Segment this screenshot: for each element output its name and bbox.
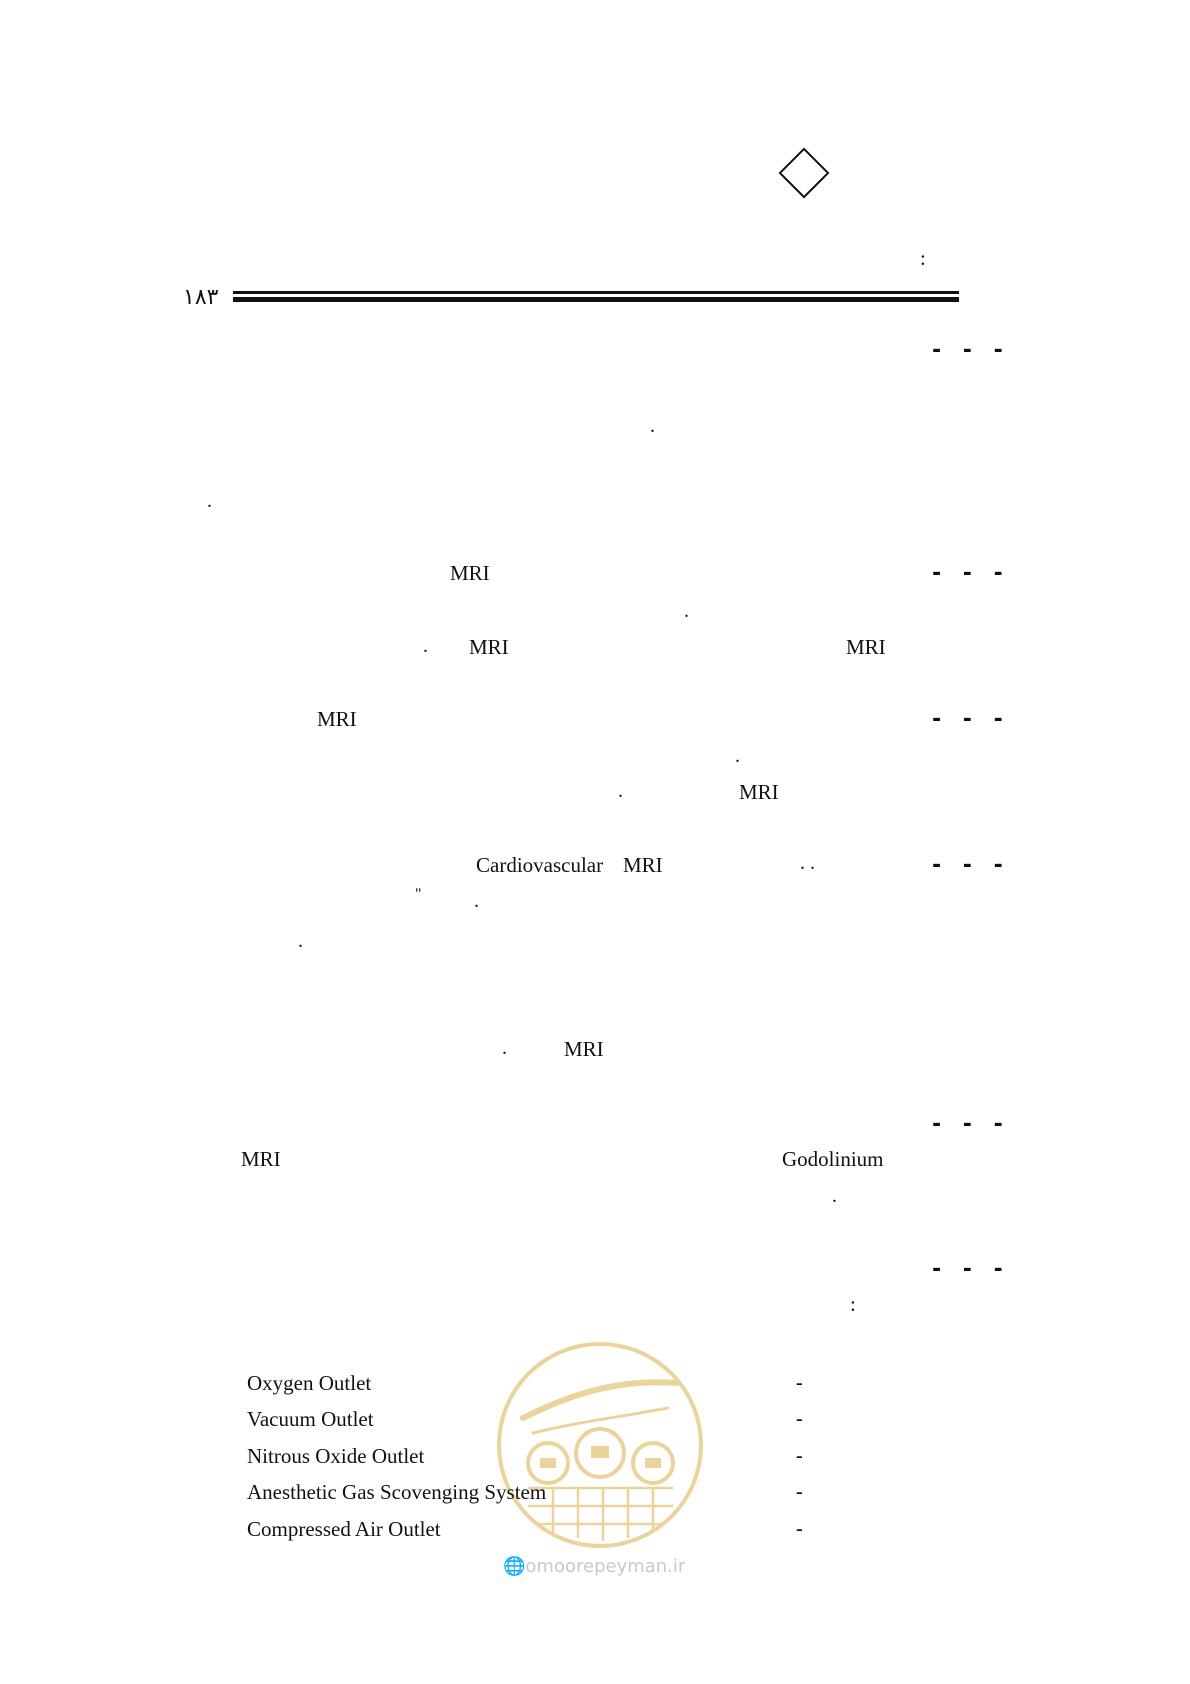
section-marker: - - - [932, 707, 1010, 732]
watermark-logo [493, 1338, 707, 1552]
section-marker: - - - [932, 1112, 1010, 1137]
list-bullet: - [796, 1445, 803, 1467]
list-item: Oxygen Outlet [247, 1371, 372, 1395]
term-mri: MRI [317, 707, 357, 731]
sentence-dot: . [832, 1185, 837, 1207]
list-bullet: - [796, 1408, 803, 1430]
section-marker: - - - [932, 561, 1010, 586]
section-marker: - - - [932, 338, 1010, 363]
list-item: Anesthetic Gas Scovenging System [247, 1480, 547, 1504]
list-bullet: - [796, 1372, 803, 1394]
list-item: Vacuum Outlet [247, 1407, 374, 1431]
term-mri: MRI [241, 1147, 281, 1171]
list-item: Compressed Air Outlet [247, 1517, 441, 1541]
term-mri: MRI [564, 1037, 604, 1061]
globe-icon: 🌐 [503, 1556, 526, 1577]
list-item: Nitrous Oxide Outlet [247, 1444, 425, 1468]
page-number: ۱۸۳ [183, 285, 219, 310]
term-godolinium: Godolinium [782, 1147, 884, 1171]
sentence-dot: . [684, 600, 689, 622]
list-bullet: - [796, 1518, 803, 1540]
sentence-dot: . [650, 415, 655, 437]
term-mri: MRI [623, 853, 663, 877]
sentence-dot: . [207, 490, 212, 512]
header-rule-thick [233, 297, 959, 302]
list-bullet: - [796, 1481, 803, 1503]
sentence-dot: . [423, 635, 428, 657]
term-mri: MRI [846, 635, 886, 659]
sentence-dot: . [298, 930, 303, 952]
term-mri: MRI [469, 635, 509, 659]
section-marker: - - - [932, 1257, 1010, 1282]
quote-mark: " [415, 886, 422, 903]
header-rule-thin [233, 291, 959, 294]
sentence-dots: . . [800, 852, 815, 874]
term-cardiovascular: Cardiovascular [476, 853, 604, 877]
header-colon: : [920, 246, 926, 270]
section-marker: - - - [932, 853, 1010, 878]
sentence-dot: . [735, 745, 740, 767]
watermark-url: 🌐omoorepeyman.ir [503, 1556, 686, 1577]
sentence-dot: . [502, 1037, 507, 1059]
sentence-dot: . [474, 890, 479, 912]
sentence-dot: . [618, 780, 623, 802]
diamond-icon [779, 148, 830, 199]
list-intro-colon: : [850, 1292, 856, 1316]
term-mri: MRI [450, 561, 490, 585]
term-mri: MRI [739, 780, 779, 804]
